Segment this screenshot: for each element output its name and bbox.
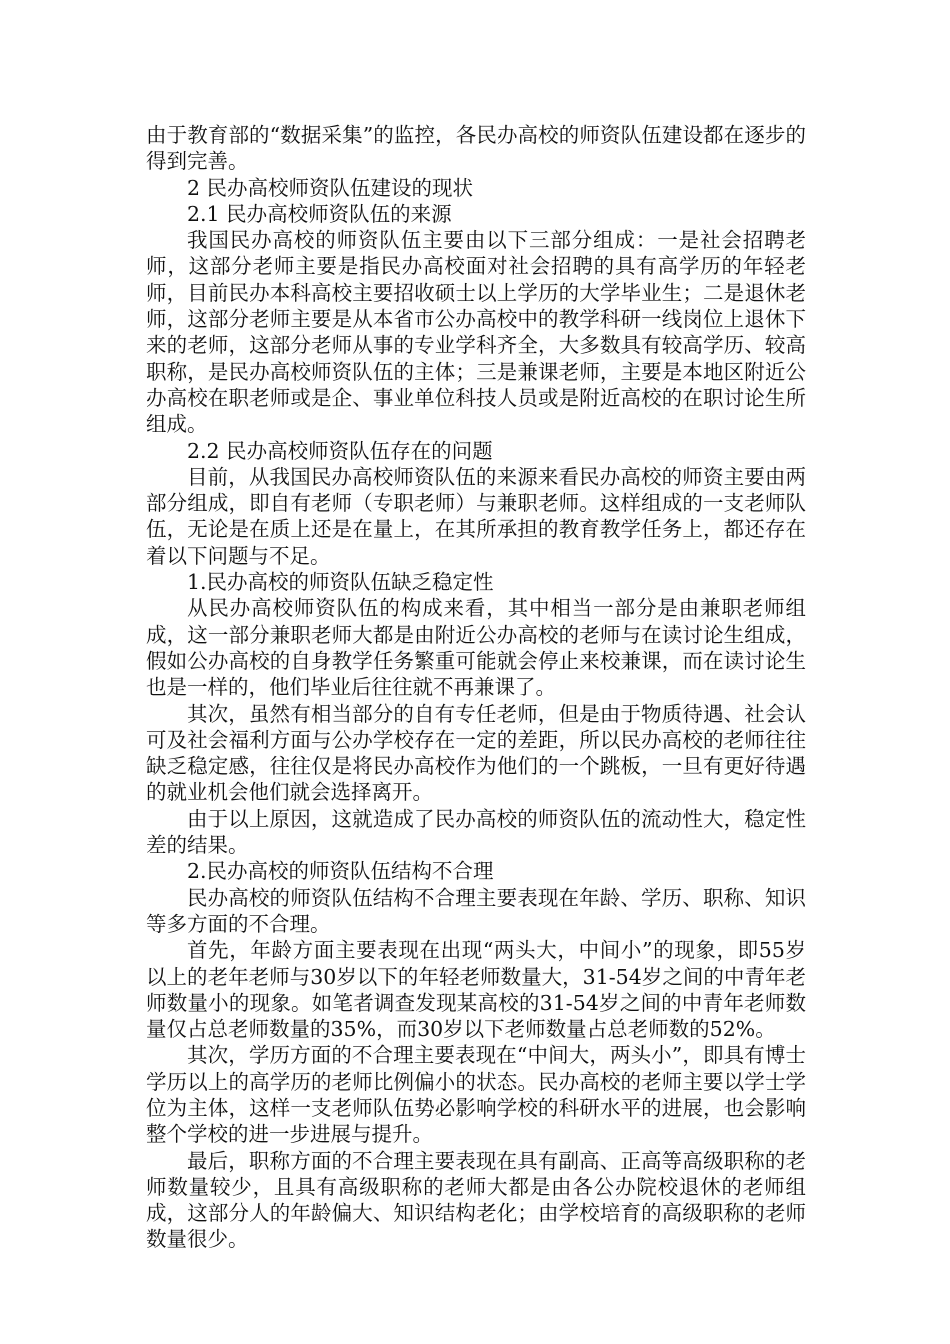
current-problems-paragraph: 目前，从我国民办高校师资队伍的来源来看民办高校的师资主要由两部分组成，即自有老师（专职老师）与兼职老师。这样组成的一支老师队伍，无论是在质上还是在量上，在其所承担的教育教学任务上，都还存在着以下问题与不足。: [146, 464, 806, 568]
age-paragraph: 首先，年龄方面主要表现在出现“两头大，中间小”的现象，即55岁以上的老年老师与30岁以下的年轻老师数量大，31-54岁之间的中青年老师数量小的现象。如笔者调查发现某高校的31-54岁之间的中青年老师数量仅占总老师数量的35%，而30岁以下老师数量占总老师数的52%。: [146, 938, 806, 1042]
education-paragraph: 其次，学历方面的不合理主要表现在“中间大，两头小”，即具有博士学历以上的高学历的老师比例偏小的状态。民办高校的老师主要以学士学位为主体，这样一支老师队伍势必影响学校的科研水平的进展，也会影响整个学校的进一步进展与提升。: [146, 1043, 806, 1147]
subsection-heading-2-1: 2.1 民办高校师资队伍的来源: [187, 201, 452, 226]
intro-paragraph: 由于教育部的“数据采集”的监控，各民办高校的师资队伍建设都在逐步的得到完善。: [146, 123, 806, 174]
stability-paragraph-3: 由于以上原因，这就造成了民办高校的师资队伍的流动性大，稳定性差的结果。: [146, 806, 806, 858]
stability-paragraph-1: 从民办高校师资队伍的构成来看，其中相当一部分是由兼职老师组成，这一部分兼职老师大都是由附近公办高校的老师与在读讨论生组成，假如公办高校的自身教学任务繁重可能就会停止来校兼课，而在读讨论生也是一样的，他们毕业后往往就不再兼课了。: [146, 596, 806, 700]
teacher-sources-paragraph: 我国民办高校的师资队伍主要由以下三部分组成：一是社会招聘老师，这部分老师主要是指民办高校面对社会招聘的具有高学历的年轻老师，目前民办本科高校主要招收硕士以上学历的大学毕业生；二是退休老师，这部分老师主要是从本省市公办高校中的教学科研一线岗位上退休下来的老师，这部分老师从事的专业学科齐全，大多数具有较高学历、较高职称，是民办高校师资队伍的主体；三是兼课老师，主要是本地区附近公办高校在职老师或是企、事业单位科技人员或是附近高校的在职讨论生所组成。: [146, 228, 806, 437]
problem-heading-2: 2.民办高校的师资队伍结构不合理: [187, 859, 494, 884]
section-heading-2: 2 民办高校师资队伍建设的现状: [187, 175, 474, 200]
subsection-heading-2-2: 2.2 民办高校师资队伍存在的问题: [187, 438, 493, 463]
title-rank-paragraph: 最后，职称方面的不合理主要表现在具有副高、正高等高级职称的老师数量较少，且具有高级职称的老师大都是由各公办院校退休的老师组成，这部分人的年龄偏大、知识结构老化；由学校培育的高级职称的老师数量很少。: [146, 1148, 806, 1252]
document-page: [146, 122, 806, 1253]
structure-paragraph-1: 民办高校的师资队伍结构不合理主要表现在年龄、学历、职称、知识等多方面的不合理。: [146, 885, 806, 936]
stability-paragraph-2: 其次，虽然有相当部分的自有专任老师，但是由于物质待遇、社会认可及社会福利方面与公办学校存在一定的差距，所以民办高校的老师往往缺乏稳定感，往往仅是将民办高校作为他们的一个跳板，一旦有更好待遇的就业机会他们就会选择离开。: [146, 701, 806, 805]
problem-heading-1: 1.民办高校的师资队伍缺乏稳定性: [187, 570, 494, 595]
